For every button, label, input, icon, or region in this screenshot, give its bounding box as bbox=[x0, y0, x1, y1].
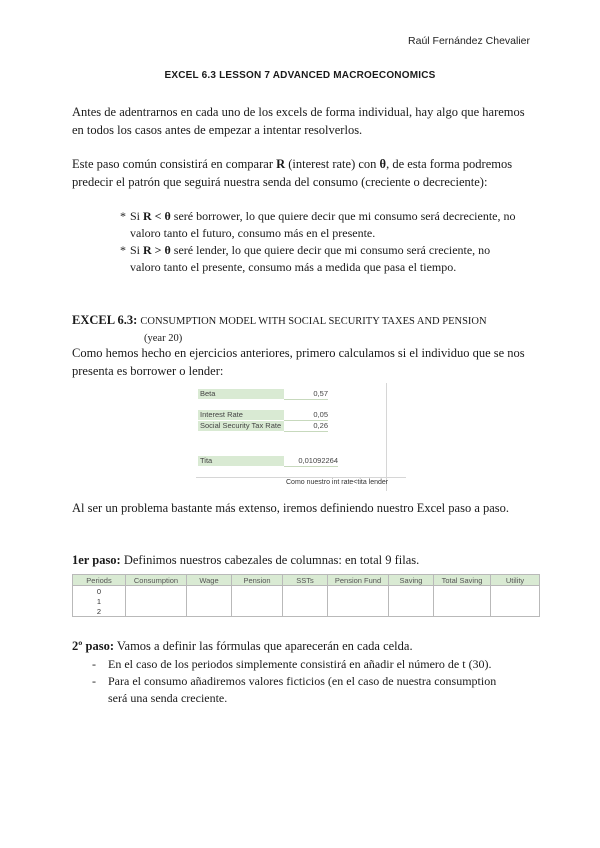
sheet-key: Beta bbox=[198, 389, 284, 399]
periods-explanation: En el caso de los periodos simplemente consistirá en añadir el número de t (30). bbox=[108, 657, 492, 671]
section-heading bbox=[72, 312, 532, 347]
sheet-row bbox=[198, 456, 338, 466]
sheet-row bbox=[198, 421, 328, 431]
consumption-explanation: Para el consumo añadiremos valores ficticios (en el caso de nuestra consumption será una senda creciente. bbox=[108, 674, 497, 705]
sheet-key: Tita bbox=[198, 456, 284, 466]
table-header-row bbox=[73, 575, 540, 586]
column-header: Utility bbox=[491, 575, 540, 586]
step2-paragraph bbox=[72, 638, 532, 656]
period-cell: 1 bbox=[73, 596, 126, 606]
document-title: EXCEL 6.3 LESSON 7 ADVANCED MACROECONOMICS bbox=[164, 70, 436, 81]
step1-paragraph bbox=[72, 552, 532, 570]
column-header: Periods bbox=[73, 575, 126, 586]
section-subtitle: CONSUMPTION MODEL WITH SOCIAL SECURITY TAXES AND PENSION bbox=[140, 316, 487, 327]
sheet-value: 0,05 bbox=[284, 410, 328, 421]
column-header: Total Saving bbox=[434, 575, 491, 586]
table-row bbox=[73, 606, 540, 617]
table-row bbox=[73, 586, 540, 597]
sheet-value: 0,26 bbox=[284, 421, 328, 432]
common-step-paragraph bbox=[72, 156, 532, 191]
period-cell: 2 bbox=[73, 606, 126, 617]
sheet-caption: Como nuestro int rate<tita lender bbox=[286, 479, 389, 486]
period-cell: 0 bbox=[73, 586, 126, 597]
sheet-key: Social Security Tax Rate bbox=[198, 421, 284, 431]
sheet-gridline bbox=[196, 477, 406, 478]
sheet-gridline bbox=[386, 383, 387, 491]
step1-text: Definimos nuestros cabezales de columnas: en total 9 filas. bbox=[120, 553, 420, 567]
column-header: Wage bbox=[187, 575, 232, 586]
sheet-row bbox=[198, 410, 328, 420]
column-header-table bbox=[72, 574, 540, 617]
sheet-row bbox=[198, 389, 328, 399]
step2-text: Vamos a definir las fórmulas que aparecerán en cada celda. bbox=[113, 639, 413, 653]
column-header: Pension Fund bbox=[328, 575, 389, 586]
column-header: Saving bbox=[389, 575, 434, 586]
bullet-mark: * bbox=[120, 209, 126, 223]
dash-mark: - bbox=[92, 657, 96, 671]
section-intro: Como hemos hecho en ejercicios anteriores, primero calculamos si el individuo que se nos presenta es borrower o lender: bbox=[72, 346, 525, 378]
dash-mark: - bbox=[92, 674, 96, 688]
step2-label: 2º paso: bbox=[72, 639, 114, 653]
bullet-mark: * bbox=[120, 243, 126, 257]
sheet-value: 0,57 bbox=[284, 389, 328, 400]
theta-symbol: θ bbox=[379, 157, 387, 171]
r-symbol: R bbox=[276, 157, 286, 171]
common-step-text-c: , de esta forma podremos predecir el patrón que seguirá nuestra senda del consumo (creciente o decreciente): bbox=[72, 157, 513, 189]
column-header: SSTs bbox=[283, 575, 328, 586]
list-item bbox=[120, 208, 520, 242]
common-step-text-a: Este paso común consistirá en comparar bbox=[72, 157, 277, 171]
borrower-condition: Si R < θ seré borrower, lo que quiere decir que mi consumo será decreciente, no valoro tanto el futuro, consumo más en el presente. bbox=[130, 209, 516, 240]
list-item bbox=[120, 242, 520, 276]
condition-list bbox=[120, 208, 520, 276]
common-step-text-b: (interest rate) con bbox=[285, 157, 380, 171]
sheet-value: 0,01092264 bbox=[284, 456, 338, 467]
step2-list bbox=[92, 656, 512, 707]
after-sheet-paragraph: Al ser un problema bastante más extenso, iremos definiendo nuestro Excel paso a paso. bbox=[72, 501, 510, 515]
parameter-sheet bbox=[196, 383, 406, 491]
list-item bbox=[92, 673, 512, 707]
section-year: (year 20) bbox=[144, 333, 183, 344]
section-label: EXCEL 6.3: bbox=[72, 313, 138, 327]
author-name: Raúl Fernández Chevalier bbox=[408, 35, 530, 47]
step1-label: 1er paso: bbox=[72, 553, 121, 567]
sheet-key: Interest Rate bbox=[198, 410, 284, 420]
list-item bbox=[92, 656, 512, 673]
column-header: Consumption bbox=[126, 575, 187, 586]
column-header: Pension bbox=[232, 575, 283, 586]
lender-condition: Si R > θ seré lender, lo que quiere decir que mi consumo será creciente, no valoro tanto el presente, consumo más a medida que pasa el tiempo. bbox=[130, 243, 491, 274]
intro-paragraph: Antes de adentrarnos en cada uno de los excels de forma individual, hay algo que haremos en todos los casos antes de empezar a intentar resolverlos. bbox=[72, 105, 525, 137]
table-row bbox=[73, 596, 540, 606]
